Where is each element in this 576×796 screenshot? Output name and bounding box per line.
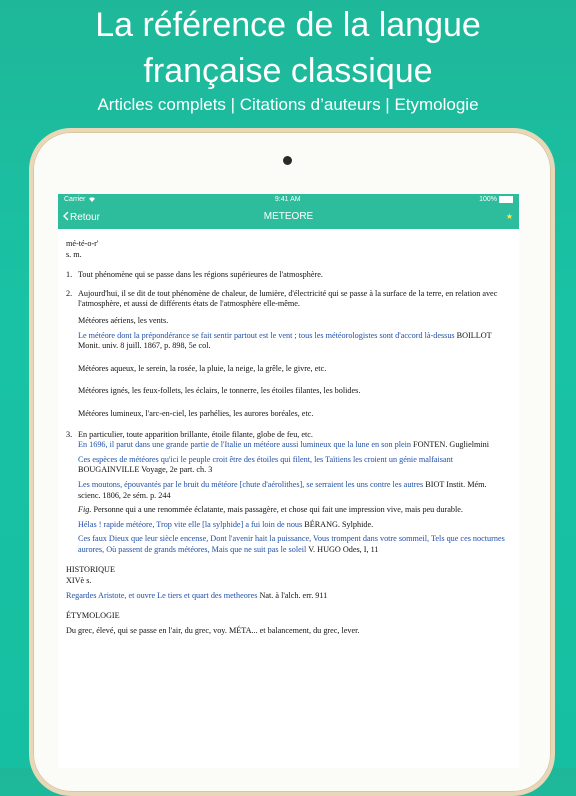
sense-2	[66, 289, 511, 310]
promo-headline-line1: La référence de la langue	[95, 6, 481, 44]
citation-source: BIOT Instit. Mém. scienc. 1806, 2e sém. p. 244	[78, 479, 487, 500]
fig-text: Personne qui a une renommée éclatante, mais passagère, et chose qui fait une impression vive, mais peu durable.	[93, 505, 463, 515]
battery-percent: 100%	[479, 196, 497, 203]
citation-source: Nat. à l'alch. err. 911	[259, 590, 328, 600]
sense-text: En particulier, toute apparition brillante, étoile filante, globe de feu, etc.	[78, 429, 313, 439]
app-screen	[58, 194, 519, 768]
citation-source: V. HUGO Odes, I, 11	[308, 544, 379, 554]
citation-link[interactable]: Le météore dont la prépondérance se fait sentir partout est le vent ; tous les météorologistes sont d'accord là-dessus	[78, 330, 455, 340]
sense-3	[66, 430, 511, 441]
example-ignes: Météores ignés, les feux-follets, les éclairs, le tonnerre, les étoiles filantes, les bolides.	[78, 386, 361, 396]
citation-link[interactable]: Hélas ! rapide météore, Trop vite elle [la sylphide] a fui loin de nous	[78, 519, 303, 529]
citation-link[interactable]: Regardes Aristote, et ouvre Le tiers et quart des metheores	[66, 590, 258, 600]
citation	[66, 480, 511, 501]
phonetic: mé-té-o-r'	[66, 239, 99, 248]
sense-number: 3.	[66, 429, 73, 439]
citation-source: BOILLOT Monit. univ. 8 juill. 1867, p. 898, 5e col.	[78, 330, 492, 351]
promo-subline: Articles complets | Citations d’auteurs | Etymologie	[97, 95, 479, 114]
citation	[66, 520, 511, 531]
etymology-text: Du grec, élevé, qui se passe en l'air, du grec, voy. MÉTA... et balancement, du grec, lever.	[66, 625, 360, 635]
figurative-sense	[66, 505, 511, 516]
example-aqueux: Météores aqueux, le serein, la rosée, la pluie, la neige, la grêle, le givre, etc.	[78, 363, 327, 373]
citation-source: BOUGAINVILLE Voyage, 2e part. ch. 3	[78, 465, 213, 475]
article-body	[58, 229, 519, 636]
wifi-icon	[88, 196, 96, 204]
citation-link[interactable]: Les moutons, épouvantés par le bruit du météore [chute d'aérolithes], se serraient les uns contre les autres	[78, 479, 424, 489]
citation-link[interactable]: Ces espèces de météores qu'ici le peuple croit être des étoiles qui filent, les Taïtiens les croient un génie malfaisant	[78, 454, 453, 464]
page-title: METEORE	[263, 211, 314, 222]
star-icon[interactable]: ★	[505, 212, 513, 221]
citation-source: BÉRANG. Sylphide.	[304, 519, 374, 529]
citation-link[interactable]: Ces faux Dieux que leur siècle encense, Dont l'avenir hait la puissance, Vous trompent dans votre sommeil, Tels que ces nocturnes aurores, Où passent de grands météores, Mais que ne suit pas le soleil	[78, 534, 505, 554]
sense-number: 2.	[66, 288, 73, 298]
citation	[66, 534, 511, 555]
promo-headline-line2: française classique	[143, 52, 433, 90]
sense-1	[66, 270, 511, 281]
citation-link[interactable]: En 1696, il parut dans une grande partie de l'Italie un météore aussi lumineux que la lune en son plein	[78, 440, 411, 450]
citation	[66, 440, 511, 451]
citation	[66, 455, 511, 476]
carrier-label: Carrier	[64, 196, 86, 203]
citation	[66, 591, 511, 602]
sense-text: Aujourd'hui, il se dit de tout phénomène de chaleur, de lumière, d'électricité qui se passe à la surface de la terre, en relation avec l'atmosphère, et aussi de différents états de l'atmosphère elle-même.	[78, 288, 498, 309]
battery-icon	[499, 196, 513, 203]
nav-bar	[58, 205, 519, 229]
fig-label: Fig.	[78, 505, 92, 515]
century-label: XIVè s.	[66, 576, 92, 586]
sense-number: 1.	[66, 270, 73, 280]
section-etymologie: ÉTYMOLOGIE	[66, 611, 120, 621]
citation	[66, 331, 511, 352]
clock: 9:41 AM	[274, 196, 301, 203]
gender: s. m.	[66, 249, 82, 259]
example-aeriens: Météores aériens, les vents.	[78, 315, 169, 325]
camera-icon	[283, 156, 292, 165]
back-button-label: Retour	[70, 212, 101, 223]
sense-text: Tout phénomène qui se passe dans les régions supérieures de l'atmosphère.	[78, 270, 323, 280]
status-bar	[58, 194, 519, 205]
example-lumineux: Météores lumineux, l'arc-en-ciel, les parhélies, les aurores boréales, etc.	[78, 408, 314, 418]
section-historique: HISTORIQUE	[66, 565, 115, 575]
citation-source: FONTEN. Guglielmini	[413, 440, 489, 450]
